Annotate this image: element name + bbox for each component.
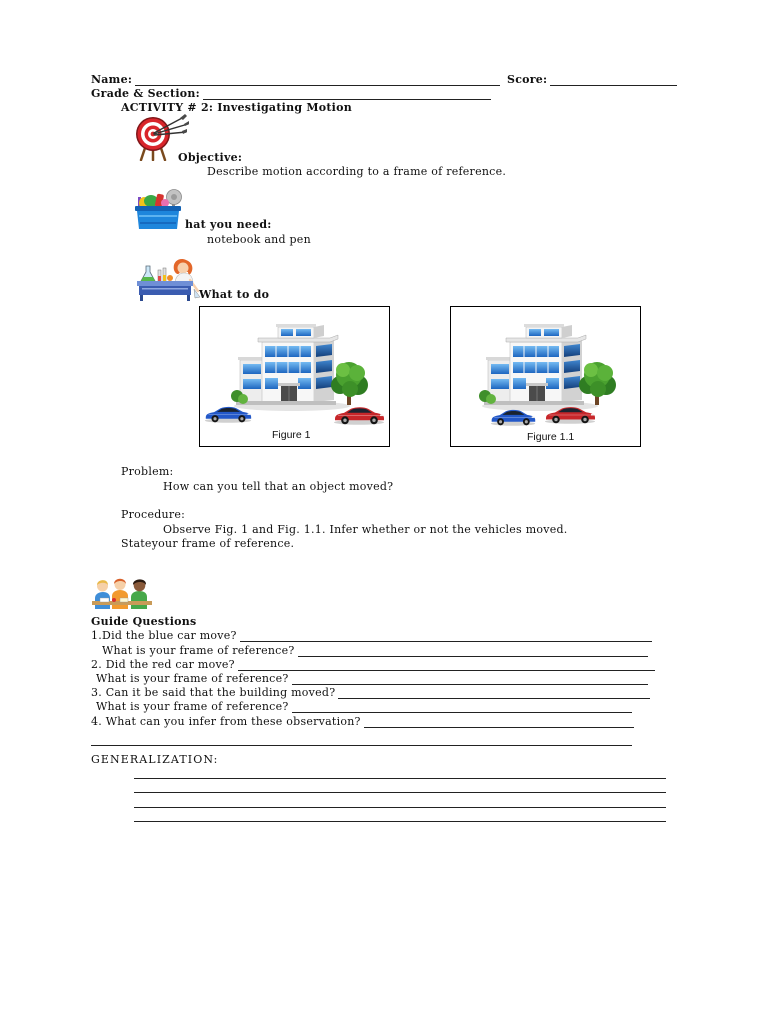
grade-section-field [91, 87, 491, 101]
what-to-do-label: What to do [199, 288, 270, 301]
question-row [96, 700, 632, 714]
question-text: 4. What can you infer from these observation? [91, 715, 361, 728]
tree-icon [328, 359, 370, 405]
procedure-step: Observe Fig. 1 and Fig. 1.1. Infer whether or not the vehicles moved. [163, 523, 568, 536]
figure-1-caption: Figure 1 [272, 429, 311, 441]
question-text: What is your frame of reference? [102, 644, 295, 657]
generalization-label: GENERALIZATION: [91, 753, 219, 766]
generalization-blank-line [134, 778, 666, 779]
question-row [96, 672, 648, 686]
science-lab-icon [136, 258, 202, 302]
problem-question: How can you tell that an object moved? [163, 480, 394, 493]
activity-title: ACTIVITY # 2: Investigating Motion [121, 101, 352, 114]
question-text: 2. Did the red car move? [91, 658, 235, 671]
guide-questions-heading: Guide Questions [91, 615, 197, 628]
answer-blank-line [338, 686, 650, 699]
question-row [91, 658, 655, 672]
procedure-label: Procedure: [121, 508, 186, 521]
generalization-blank-line [134, 821, 666, 822]
answer-blank-line [91, 745, 632, 746]
question-row [102, 644, 648, 658]
objective-label: Objective: [178, 151, 243, 164]
name-field [91, 73, 500, 87]
question-row [91, 629, 652, 643]
question-row [91, 715, 634, 729]
red-car-icon [543, 404, 597, 424]
blue-car-icon [203, 404, 253, 423]
score-label: Score: [507, 73, 548, 86]
grade-section-blank-line [203, 87, 491, 100]
answer-blank-line [292, 700, 633, 713]
red-car-icon [332, 404, 386, 425]
figure-1-1 [450, 306, 641, 447]
students-group-icon [90, 577, 156, 609]
blue-car-icon [489, 407, 537, 426]
answer-blank-line [238, 658, 655, 671]
grade-section-label: Grade & Section: [91, 87, 200, 100]
question-text: 1.Did the blue car move? [91, 629, 237, 642]
name-label: Name: [91, 73, 133, 86]
figure-1-1-caption: Figure 1.1 [527, 431, 575, 443]
generalization-blank-line [134, 792, 666, 793]
objective-text: Describe motion according to a frame of reference. [207, 165, 507, 178]
name-blank-line [135, 73, 500, 86]
score-field [507, 73, 677, 87]
procedure-note: Stateyour frame of reference. [121, 537, 295, 550]
materials-text: notebook and pen [207, 233, 311, 246]
toolbox-icon [134, 188, 188, 232]
answer-blank-line [240, 629, 652, 642]
tree-icon [576, 359, 618, 405]
problem-label: Problem: [121, 465, 174, 478]
question-text: What is your frame of reference? [96, 672, 289, 685]
materials-label: hat you need: [185, 218, 272, 231]
answer-blank-line [292, 672, 649, 685]
answer-blank-line [298, 644, 649, 657]
question-text: What is your frame of reference? [96, 700, 289, 713]
answer-blank-line [364, 715, 634, 728]
score-blank-line [550, 73, 677, 86]
generalization-blank-line [134, 807, 666, 808]
figure-1 [199, 306, 390, 447]
question-text: 3. Can it be said that the building moved? [91, 686, 336, 699]
question-row [91, 686, 650, 700]
